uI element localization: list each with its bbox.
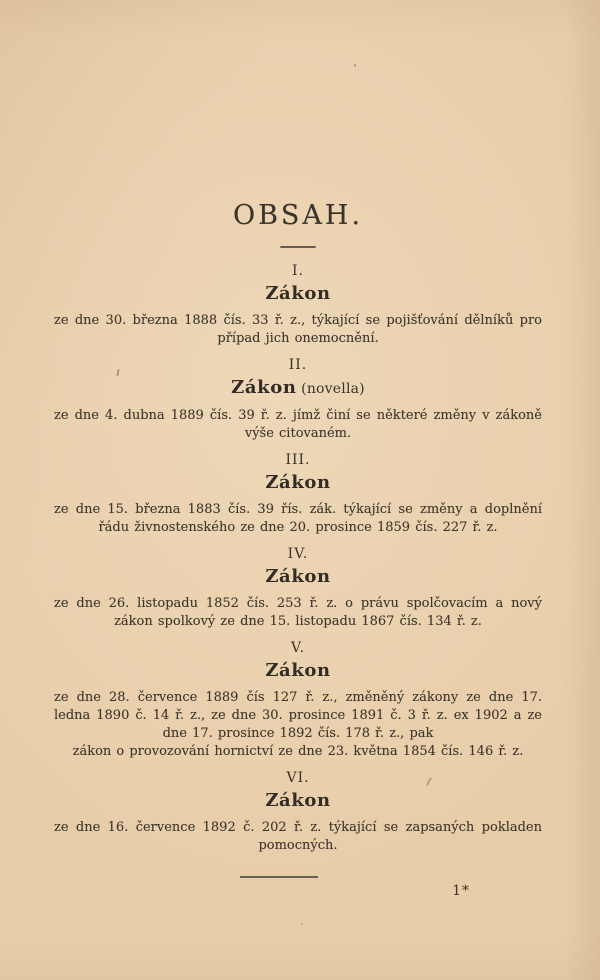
section-heading-word: Zákon — [265, 472, 331, 493]
section-heading — [54, 791, 542, 811]
section-numeral: IV. — [287, 546, 309, 562]
section-numeral: II. — [288, 357, 308, 373]
section-heading-word: Zákon — [265, 790, 331, 811]
page-content — [54, 0, 542, 899]
toc-section — [54, 547, 542, 631]
law-entry-text: ze dne 30. března 1888 čís. 33 ř. z., týkající se pojišťování dělníků pro případ jich onemocnění. — [54, 313, 542, 346]
section-heading-word: Zákon — [265, 566, 331, 587]
law-entry-text: zákon o provozování hornictví ze dne 23. května 1854 čís. 146 ř. z. — [72, 744, 524, 759]
toc-section — [54, 453, 542, 537]
section-heading-word: Zákon — [231, 377, 297, 398]
page-signature-mark: 1* — [452, 882, 470, 899]
toc-section — [54, 264, 542, 348]
section-numeral: I. — [292, 263, 304, 279]
section-heading — [54, 661, 542, 681]
law-entry-text: ze dne 28. července 1889 čís 127 ř. z., změněný zákony ze dne 17. ledna 1890 č. 14 ř. z., ze dne 30. prosince 1891 č. 3 ř. z. ex 1902 a ze dne 17. prosince 1892 čís. 178 ř. z., pak — [54, 690, 542, 741]
toc-section — [54, 641, 542, 761]
toc-section — [54, 771, 542, 855]
section-heading-word: Zákon — [265, 283, 331, 304]
section-heading — [54, 378, 542, 399]
section-numeral: III. — [285, 452, 311, 468]
section-heading-word: Zákon — [265, 660, 331, 681]
law-entry-text: ze dne 4. dubna 1889 čís. 39 ř. z. jímž činí se některé změny v zákoně výše citovaném. — [54, 408, 542, 441]
section-heading — [54, 284, 542, 304]
section-numeral: V. — [290, 640, 306, 656]
scan-speck — [301, 923, 303, 925]
footer-divider — [240, 876, 318, 878]
page-title: OBSAH. — [232, 200, 364, 231]
law-entry-text: ze dne 16. července 1892 č. 202 ř. z. týkající se zapsaných pokladen pomocných. — [54, 820, 542, 853]
section-heading — [54, 567, 542, 587]
section-numeral: VI. — [286, 770, 310, 786]
toc-sections — [54, 264, 542, 855]
toc-section — [54, 358, 542, 443]
section-heading-note: (novella) — [296, 381, 365, 397]
law-entry-text: ze dne 26. listopadu 1852 čís. 253 ř. z. o právu spolčovacím a nový zákon spolkový ze dne 15. listopadu 1867 čís. 134 ř. z. — [54, 596, 542, 629]
section-heading — [54, 473, 542, 493]
law-entry-text: ze dne 15. března 1883 čís. 39 řís. zák. týkající se změny a doplnění řádu živnostenského ze dne 20. prosince 1859 čís. 227 ř. z. — [54, 502, 542, 535]
title-divider — [280, 246, 316, 248]
